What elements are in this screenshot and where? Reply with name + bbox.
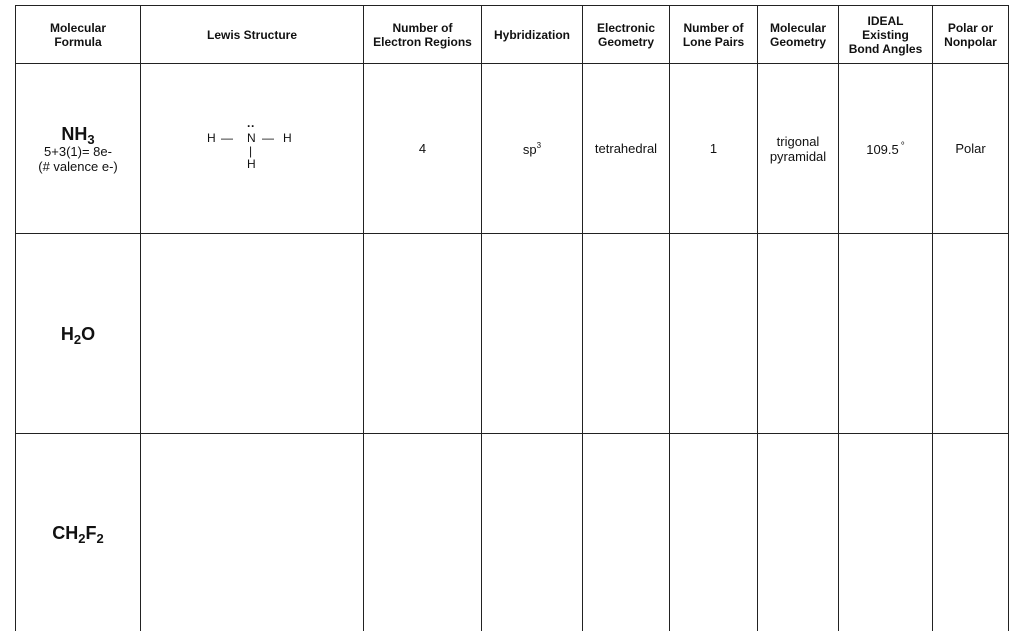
cell-polarity: Polar [933,64,1009,234]
header-bond-angles: IDEAL Existing Bond Angles [839,6,933,64]
table-row-ch2f2 [16,434,1009,632]
cell-electronic-geometry: tetrahedral [583,64,670,234]
cell-lone-pairs[interactable] [670,434,758,632]
lewis-atom-n: N [247,131,256,145]
formula-ch2f2: $CH_2F_2$ [52,522,104,546]
vsepr-table [15,5,1009,631]
cell-lewis-structure[interactable] [141,434,364,632]
header-electron-regions: Number of Electron Regions [364,6,482,64]
valence-calculation: 5+3(1)= 8e- [44,143,112,159]
cell-lone-pairs: 1 [670,64,758,234]
cell-formula [16,234,141,434]
header-row [16,6,1009,64]
cell-polarity[interactable] [933,434,1009,632]
cell-lewis-structure [141,64,364,234]
cell-bond-angle[interactable] [839,434,933,632]
cell-electronic-geometry[interactable] [583,434,670,632]
cell-lone-pairs[interactable] [670,234,758,434]
cell-electron-regions[interactable] [364,234,482,434]
header-polarity: Polar or Nonpolar [933,6,1009,64]
table-row-h2o [16,234,1009,434]
lewis-bond-down: | [249,144,253,158]
cell-hybridization[interactable] [482,434,583,632]
cell-electronic-geometry[interactable] [583,234,670,434]
cell-formula [16,64,141,234]
cell-lewis-structure[interactable] [141,234,364,434]
cell-molecular-geometry: trigonal pyramidal [758,64,839,234]
cell-electron-regions: 4 [364,64,482,234]
lewis-atom-h-bottom: H [247,157,256,171]
header-molecular-geometry: Molecular Geometry [758,6,839,64]
cell-molecular-geometry[interactable] [758,434,839,632]
lewis-atom-h-left: H [207,131,216,145]
cell-hybridization[interactable] [482,234,583,434]
cell-formula [16,434,141,632]
header-electronic-geometry: Electronic Geometry [583,6,670,64]
header-hybridization: Hybridization [482,6,583,64]
valence-note: (# valence e-) [38,158,118,174]
formula-h2o: $H_2O$ [60,323,96,347]
header-molecular-formula: Molecular Formula [16,6,141,64]
cell-electron-regions[interactable] [364,434,482,632]
header-lewis-structure: Lewis Structure [141,6,364,64]
lewis-bond-right: — [262,131,274,145]
formula-nh3: $NH_3$ [61,123,95,147]
lewis-lone-pair: ·· [247,119,255,133]
cell-bond-angle: 109.5 ° [839,64,933,234]
molecular-geometry-worksheet [15,5,1008,633]
lewis-structure-nh3 [207,119,297,175]
header-lone-pairs: Number of Lone Pairs [670,6,758,64]
lewis-atom-h-right: H [283,131,292,145]
lewis-bond-left: — [221,131,233,145]
table-row-nh3 [16,64,1009,234]
cell-bond-angle[interactable] [839,234,933,434]
cell-hybridization: $sp^3$ [482,64,583,234]
cell-polarity[interactable] [933,234,1009,434]
cell-molecular-geometry[interactable] [758,234,839,434]
